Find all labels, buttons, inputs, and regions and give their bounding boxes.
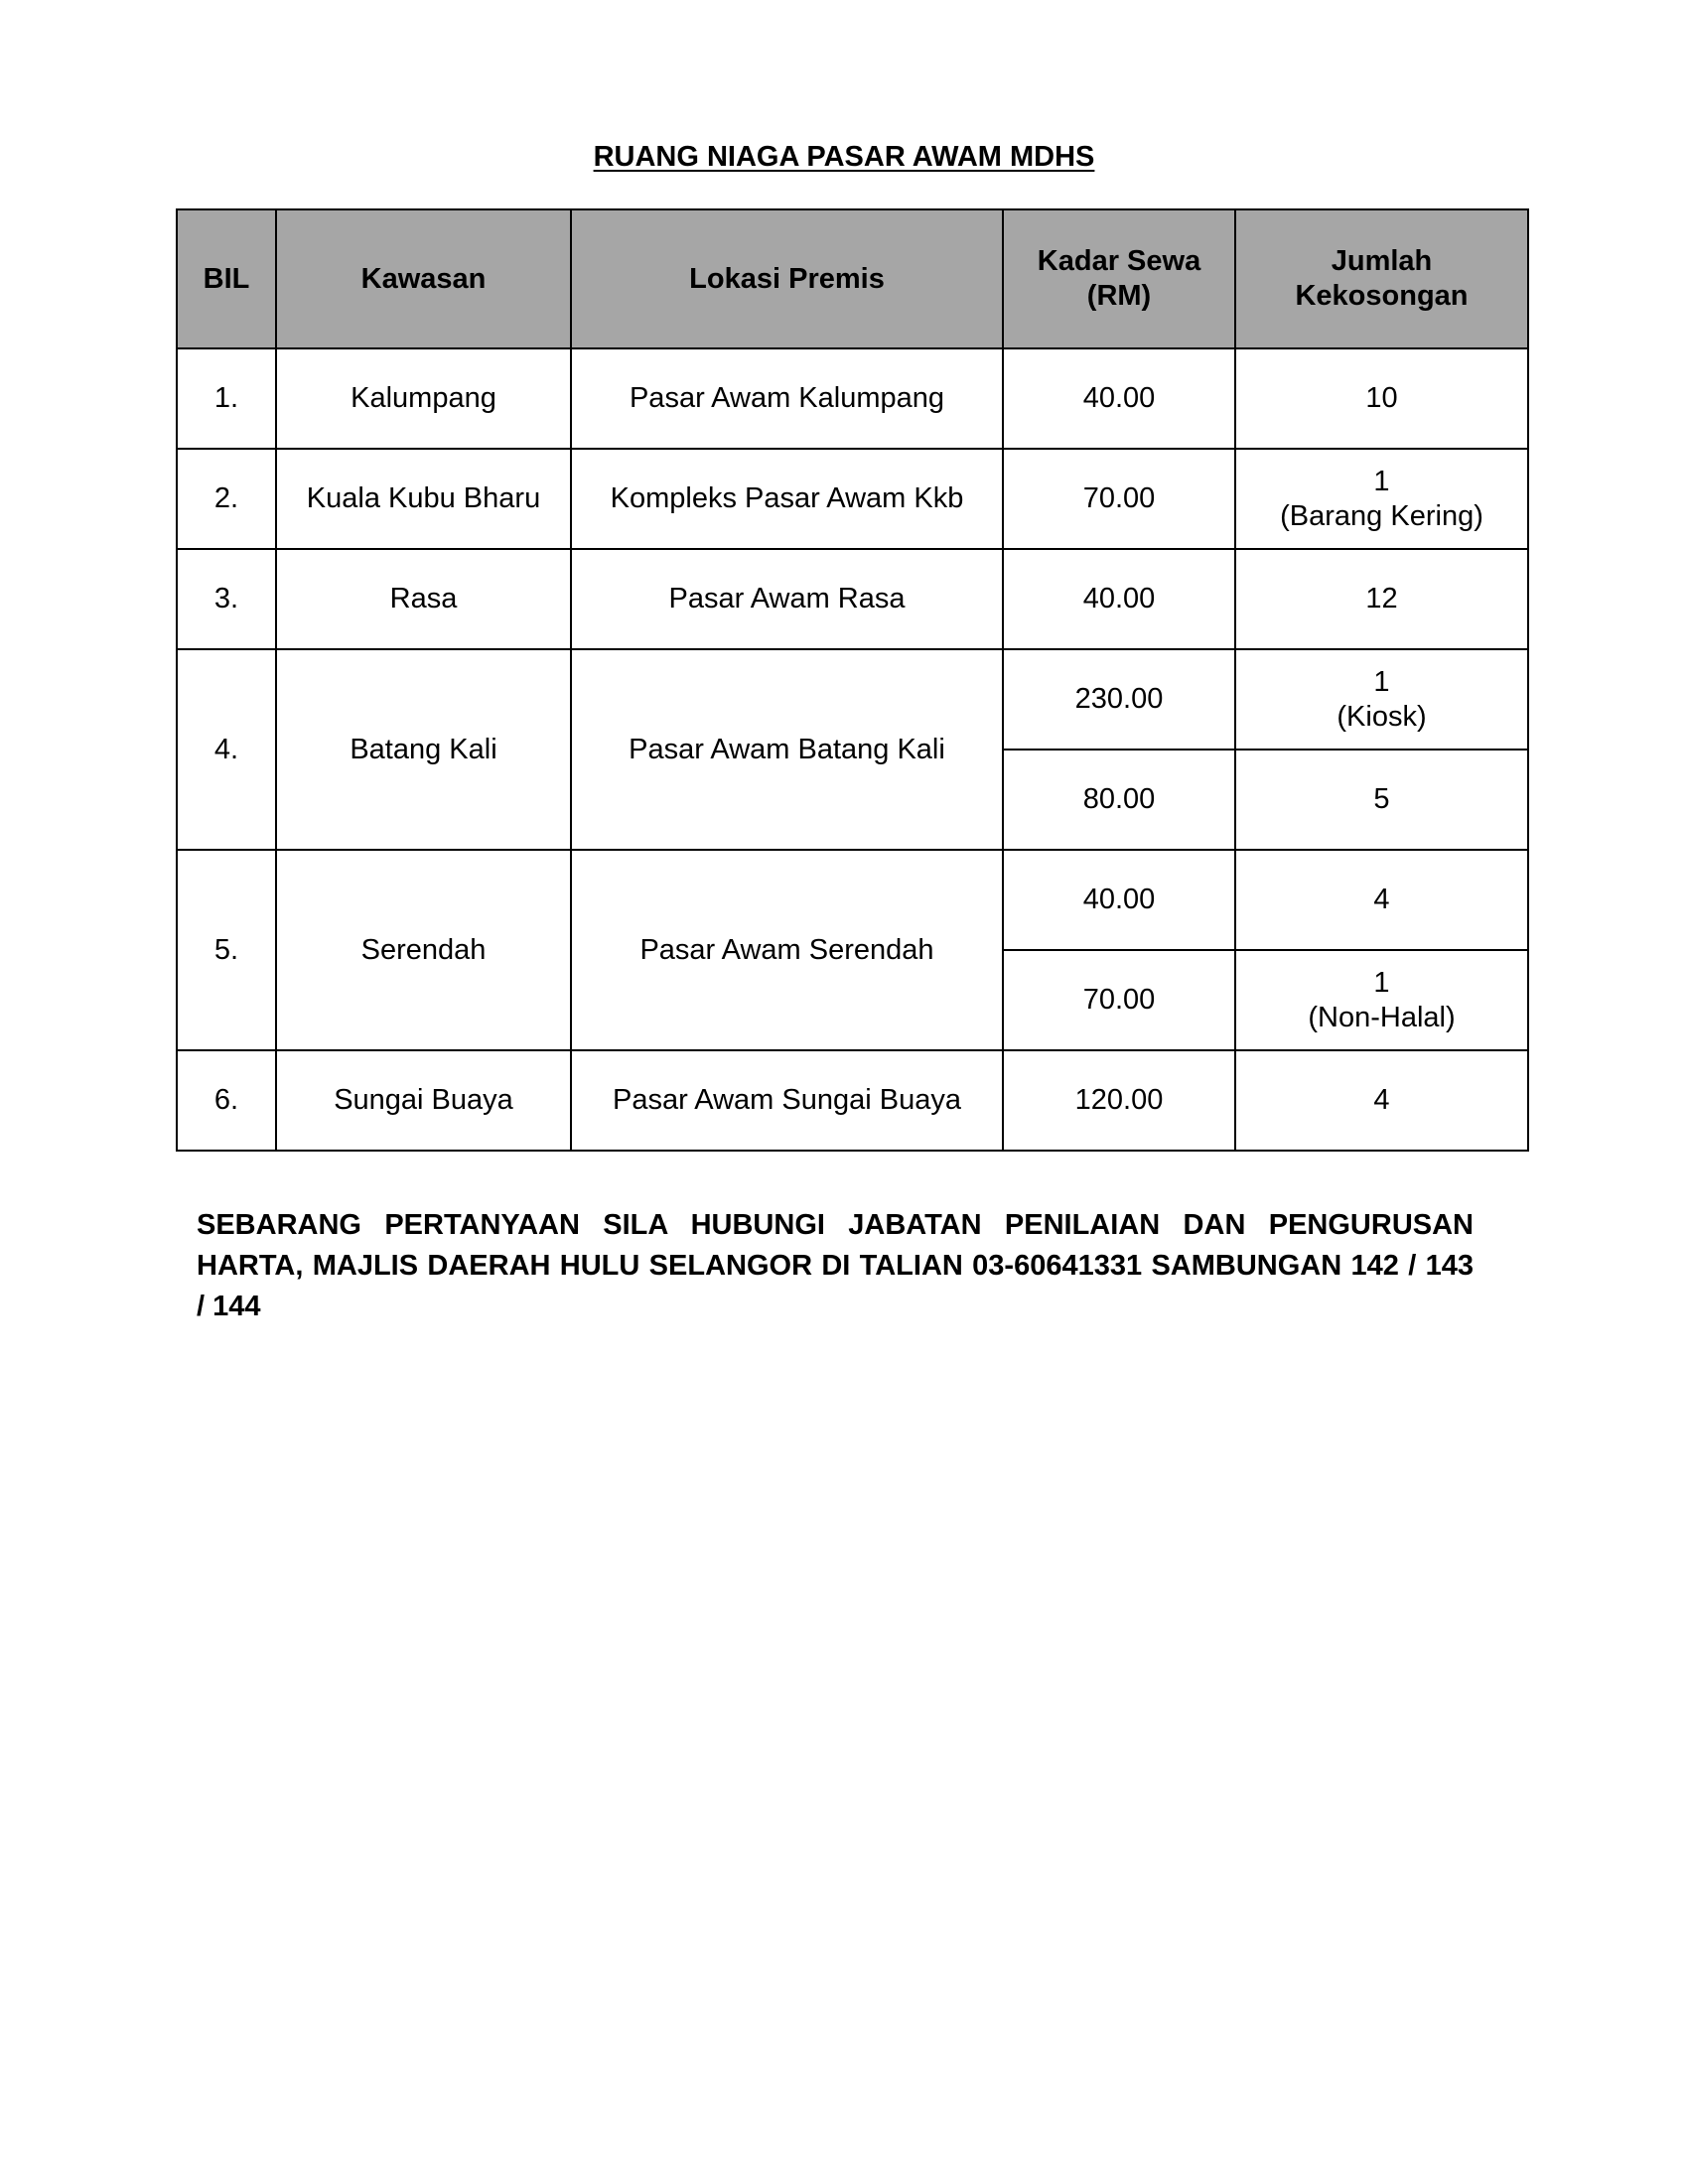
jumlah-value: 5 [1373,783,1390,815]
cell-kawasan: Rasa [276,549,571,649]
header-lokasi: Lokasi Premis [571,209,1003,348]
jumlah-value: 4 [1373,1084,1390,1116]
page-title: RUANG NIAGA PASAR AWAM MDHS [593,141,1095,173]
cell-jumlah-kekosongan [1235,1050,1528,1151]
cell-bil: 6. [177,1050,276,1151]
jumlah-value: 1 [1373,966,1390,999]
contact-note: SEBARANG PERTANYAAN SILA HUBUNGI JABATAN PENILAIAN DAN PENGURUSAN HARTA, MAJLIS DAERAH HULU SELANGOR DI TALIAN 03-60641331 SAMBUNGAN 142 / 143 / 144 [197,1209,1474,1322]
cell-lokasi: Kompleks Pasar Awam Kkb [571,449,1003,549]
vacancy-table [176,208,1529,1152]
header-kadar-line1: Kadar Sewa [1037,245,1201,277]
cell-bil: 1. [177,348,276,449]
header-kawasan: Kawasan [276,209,571,348]
cell-kawasan: Serendah [276,850,571,1050]
cell-jumlah-kekosongan [1235,649,1528,750]
table-row [177,549,1528,649]
table-header-row [177,209,1528,348]
table-row [177,449,1528,549]
header-bil: BIL [177,209,276,348]
cell-kadar-sewa: 70.00 [1003,449,1235,549]
jumlah-value: 12 [1365,583,1398,614]
jumlah-note: (Barang Kering) [1280,499,1483,532]
table-row [177,649,1528,750]
cell-jumlah-kekosongan [1235,750,1528,850]
cell-bil: 2. [177,449,276,549]
cell-kawasan: Kuala Kubu Bharu [276,449,571,549]
cell-kadar-sewa: 40.00 [1003,549,1235,649]
cell-jumlah-kekosongan [1235,950,1528,1050]
jumlah-note: (Non-Halal) [1308,1001,1456,1033]
cell-bil: 4. [177,649,276,850]
cell-kadar-sewa: 40.00 [1003,850,1235,950]
table-row [177,850,1528,950]
cell-lokasi: Pasar Awam Rasa [571,549,1003,649]
header-jumlah [1235,209,1528,348]
cell-kadar-sewa: 230.00 [1003,649,1235,750]
header-kadar-line2: (RM) [1086,280,1152,312]
cell-kawasan: Batang Kali [276,649,571,850]
jumlah-note: (Kiosk) [1336,700,1427,733]
cell-jumlah-kekosongan [1235,348,1528,449]
jumlah-value: 4 [1373,884,1390,915]
cell-lokasi: Pasar Awam Serendah [571,850,1003,1050]
header-jumlah-line2: Kekosongan [1295,280,1469,312]
cell-bil: 5. [177,850,276,1050]
cell-bil: 3. [177,549,276,649]
cell-lokasi: Pasar Awam Kalumpang [571,348,1003,449]
header-jumlah-line1: Jumlah [1331,245,1433,277]
cell-kadar-sewa: 80.00 [1003,750,1235,850]
cell-kadar-sewa: 120.00 [1003,1050,1235,1151]
cell-jumlah-kekosongan [1235,850,1528,950]
jumlah-value: 10 [1365,382,1398,414]
jumlah-value: 1 [1373,465,1390,497]
cell-kadar-sewa: 70.00 [1003,950,1235,1050]
cell-jumlah-kekosongan [1235,449,1528,549]
cell-kawasan: Sungai Buaya [276,1050,571,1151]
cell-kawasan: Kalumpang [276,348,571,449]
jumlah-value: 1 [1373,665,1390,698]
table-row [177,348,1528,449]
cell-kadar-sewa: 40.00 [1003,348,1235,449]
cell-lokasi: Pasar Awam Sungai Buaya [571,1050,1003,1151]
table-body [177,348,1528,1151]
table-row [177,1050,1528,1151]
cell-jumlah-kekosongan [1235,549,1528,649]
header-kadar [1003,209,1235,348]
cell-lokasi: Pasar Awam Batang Kali [571,649,1003,850]
